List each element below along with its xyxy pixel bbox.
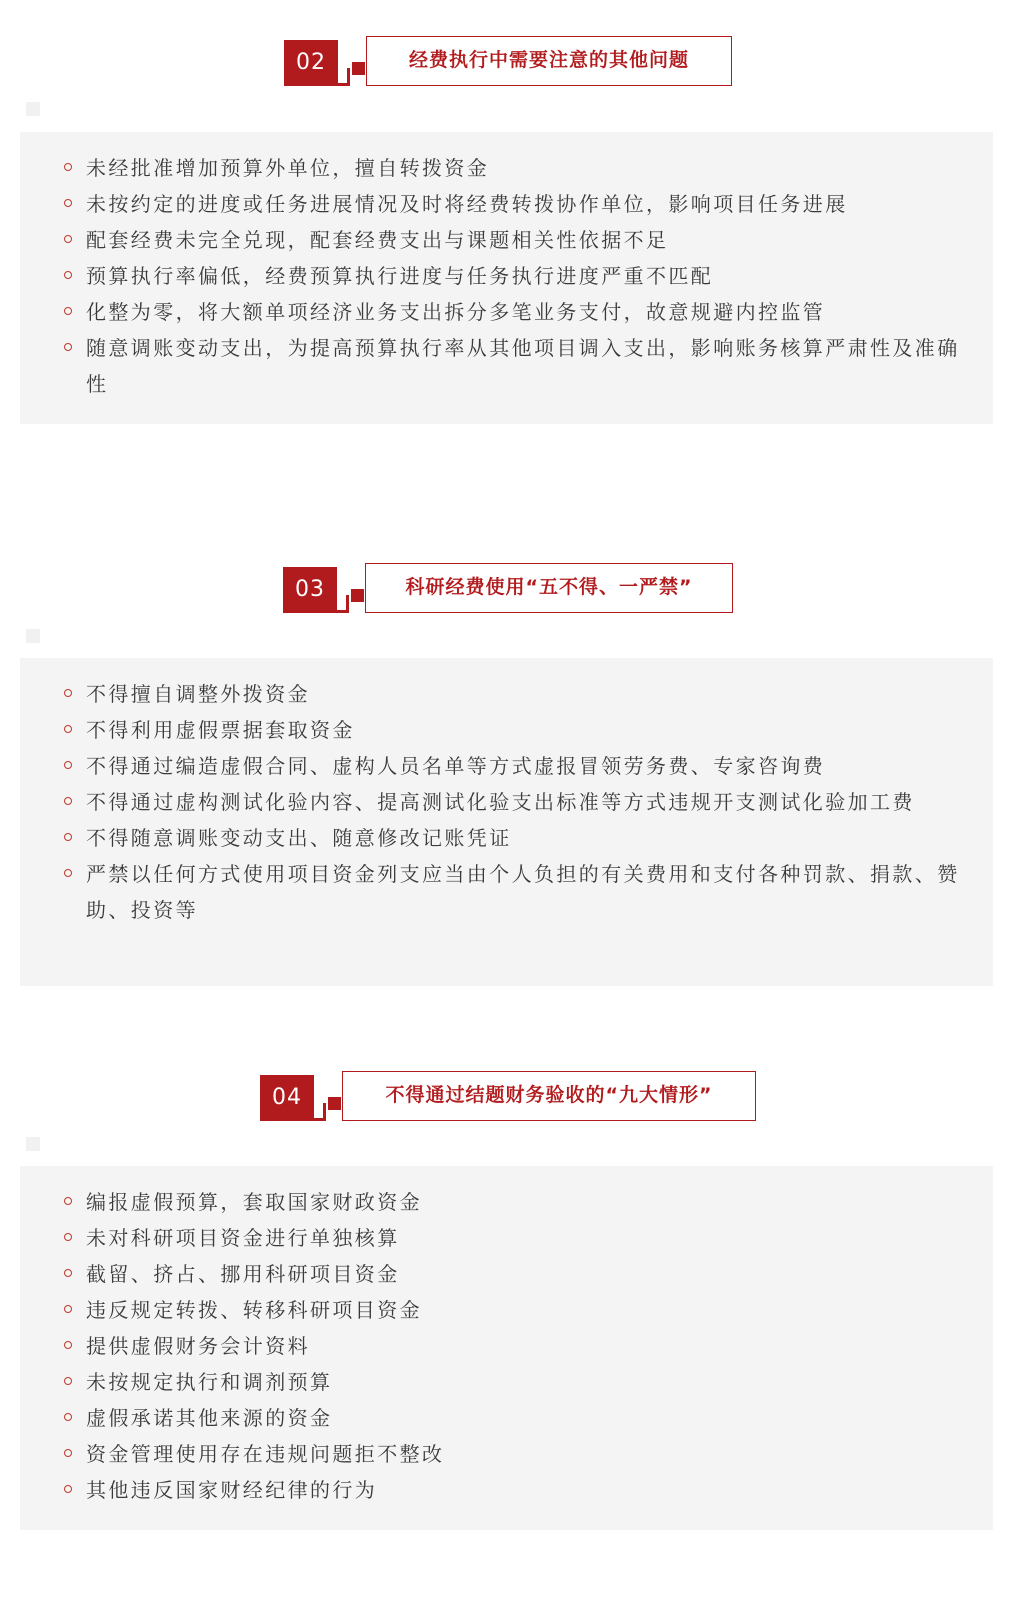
- decorative-bracket: [314, 1103, 326, 1121]
- circle-bullet-icon: [64, 1377, 72, 1385]
- list-item: 违反规定转拨、转移科研项目资金: [62, 1292, 963, 1328]
- decorative-bracket: [338, 68, 350, 86]
- list-item: 未经批准增加预算外单位，擅自转拨资金: [62, 150, 963, 186]
- list-item: 未按约定的进度或任务进展情况及时将经费转拨协作单位，影响项目任务进展: [62, 186, 963, 222]
- circle-bullet-icon: [64, 343, 72, 351]
- circle-bullet-icon: [64, 1341, 72, 1349]
- list-item: 严禁以任何方式使用项目资金列支应当由个人负担的有关费用和支付各种罚款、捐款、赞助、投资等: [62, 856, 963, 928]
- list-item: 不得利用虚假票据套取资金: [62, 712, 963, 748]
- circle-bullet-icon: [64, 199, 72, 207]
- decorative-corner: [26, 102, 40, 116]
- list-item: 预算执行率偏低，经费预算执行进度与任务执行进度严重不匹配: [62, 258, 963, 294]
- section-number: 02: [284, 40, 338, 86]
- section-header: [284, 36, 734, 86]
- circle-bullet-icon: [64, 725, 72, 733]
- list-item: 提供虚假财务会计资料: [62, 1328, 963, 1364]
- circle-bullet-icon: [64, 797, 72, 805]
- list-item: 不得随意调账变动支出、随意修改记账凭证: [62, 820, 963, 856]
- circle-bullet-icon: [64, 1197, 72, 1205]
- circle-bullet-icon: [64, 1485, 72, 1493]
- list-item: 不得通过虚构测试化验内容、提高测试化验支出标准等方式违规开支测试化验加工费: [62, 784, 963, 820]
- decorative-bracket: [337, 595, 349, 613]
- decorative-square: [352, 62, 365, 75]
- content-panel: [20, 132, 993, 424]
- circle-bullet-icon: [64, 271, 72, 279]
- circle-bullet-icon: [64, 235, 72, 243]
- decorative-corner: [26, 1137, 40, 1151]
- section-title: 经费执行中需要注意的其他问题: [366, 36, 732, 86]
- list-item: 编报虚假预算，套取国家财政资金: [62, 1184, 963, 1220]
- circle-bullet-icon: [64, 1269, 72, 1277]
- circle-bullet-icon: [64, 689, 72, 697]
- circle-bullet-icon: [64, 1305, 72, 1313]
- list-item: 其他违反国家财经纪律的行为: [62, 1472, 963, 1508]
- list-item: 虚假承诺其他来源的资金: [62, 1400, 963, 1436]
- item-list: [62, 1184, 963, 1508]
- circle-bullet-icon: [64, 1413, 72, 1421]
- circle-bullet-icon: [64, 761, 72, 769]
- list-item: 未对科研项目资金进行单独核算: [62, 1220, 963, 1256]
- section-title: 科研经费使用“五不得、一严禁”: [365, 563, 733, 613]
- list-item: 资金管理使用存在违规问题拒不整改: [62, 1436, 963, 1472]
- section-title: 不得通过结题财务验收的“九大情形”: [342, 1071, 756, 1121]
- circle-bullet-icon: [64, 869, 72, 877]
- list-item: 随意调账变动支出，为提高预算执行率从其他项目调入支出，影响账务核算严肃性及准确性: [62, 330, 963, 402]
- decorative-square: [328, 1097, 341, 1110]
- section-number: 04: [260, 1075, 314, 1121]
- circle-bullet-icon: [64, 1449, 72, 1457]
- item-list: [62, 150, 963, 402]
- list-item: 未按规定执行和调剂预算: [62, 1364, 963, 1400]
- decorative-square: [351, 589, 364, 602]
- decorative-corner: [26, 629, 40, 643]
- item-list: [62, 676, 963, 928]
- circle-bullet-icon: [64, 307, 72, 315]
- section-number: 03: [283, 567, 337, 613]
- section-header: [283, 563, 735, 613]
- list-item: 截留、挤占、挪用科研项目资金: [62, 1256, 963, 1292]
- list-item: 配套经费未完全兑现，配套经费支出与课题相关性依据不足: [62, 222, 963, 258]
- list-item: 不得擅自调整外拨资金: [62, 676, 963, 712]
- list-item: 化整为零，将大额单项经济业务支出拆分多笔业务支付，故意规避内控监管: [62, 294, 963, 330]
- section-header: [260, 1071, 758, 1121]
- circle-bullet-icon: [64, 833, 72, 841]
- content-panel: [20, 658, 993, 986]
- circle-bullet-icon: [64, 1233, 72, 1241]
- circle-bullet-icon: [64, 163, 72, 171]
- list-item: 不得通过编造虚假合同、虚构人员名单等方式虚报冒领劳务费、专家咨询费: [62, 748, 963, 784]
- content-panel: [20, 1166, 993, 1530]
